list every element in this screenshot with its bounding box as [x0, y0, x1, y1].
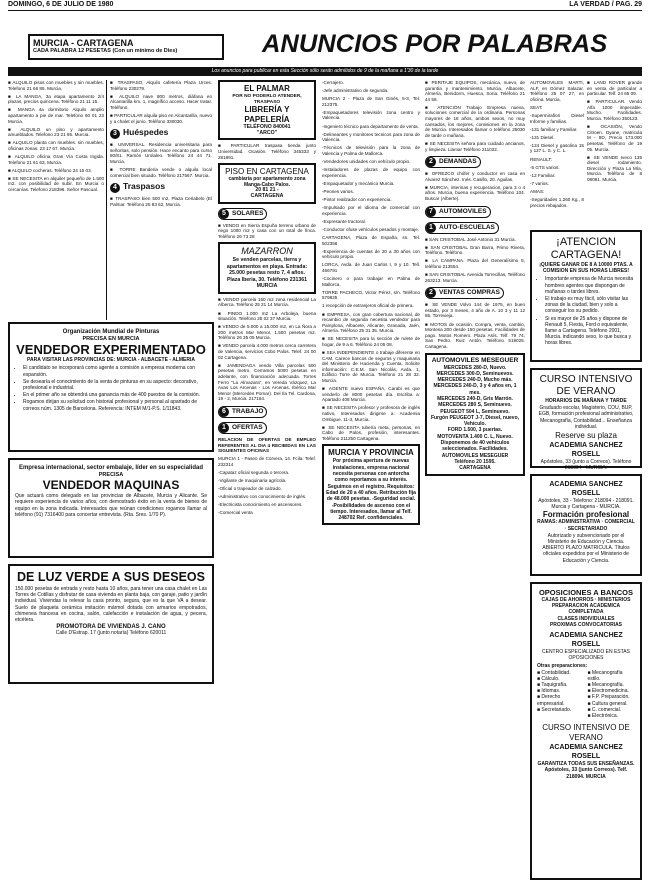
formacion-title: Formación profesional [542, 510, 630, 520]
palmar-name: "ARCO" [256, 129, 278, 136]
ofertas-intro: RELACION DE OFERTAS DE EMPLEO REFERENTES AL DIA 4 RECIBIDAS EN LAS SIGUIENTES OFICINAS [218, 436, 316, 454]
col2-list [110, 80, 212, 124]
col5-list-2 [425, 141, 525, 152]
ad-atencion-cartagena [530, 230, 642, 362]
opos-item: ■ Cálculo. [537, 675, 560, 682]
ad-formacion-profesional [530, 474, 642, 576]
column-3 [218, 80, 316, 700]
autoescuelas-list [425, 237, 525, 284]
opos-item: ■ F.P. Preparación. [587, 694, 630, 701]
curso-sub: HORARIOS DE MAÑANA Y TARDE [545, 398, 627, 404]
oferta-item: -Experiencia de cuentas de 20 a 30 años con vehículo propio. [322, 248, 420, 260]
section-demandas: 2 DEMANDAS [425, 155, 525, 168]
piso-title: PISO EN CARTAGENA [225, 167, 309, 177]
opos-item: ■ Mecanografía. [587, 682, 624, 689]
ad-pinturas-headline: VENDEDOR EXPERIMENTADO [16, 342, 206, 358]
classified-item: ■ SE VENDE Volvo 144 de 1975, en buen estado, por 3 meses, 4 año de A. 10 3 y 11 12 85. Torrevieja. [425, 302, 525, 319]
ad-meseguer [425, 353, 525, 476]
meseguer-line: MERCEDES 240-D, Gris Marrón. [437, 395, 513, 402]
col5-list-1 [425, 80, 525, 138]
opos-sub2: PREPARACION ACADEMICA COMPLETADA [551, 603, 621, 616]
oferta-item: -Vigilante de maquinaria agrícola. [218, 477, 287, 483]
meseguer-list [429, 365, 521, 472]
piso-city: CARTAGENA [250, 192, 284, 199]
meseguer-line: Teléfono 20 1595. [454, 458, 496, 465]
column-1 [8, 80, 104, 320]
classified-item: ■ ALQUILO planta con muebles. sin muebles, oficinas zonas. 23 17 67. Murcia. [8, 140, 104, 151]
classified-item: ■ SE NECESITA en alquiler pequeño de 1.500 m2. con posibilidad de subir. En Murcia o cercanías. Telefono 218396. Señor Pascual. [8, 175, 104, 192]
oferta-item: -Electricista conocimiento en ascensores. [218, 502, 303, 508]
classified-item: ■ ALQUILO un piso y apartamento amueblados. Telefono 23 21 95. Murcia. [8, 126, 104, 138]
section-solares: 5 SOLARES [218, 207, 316, 220]
classified-item: ■ VENDO en Sierra Espuña terreno urbano de riego 1000 m2 y casa con un total de finca. Teléfono 26 73 28 [218, 222, 316, 239]
meseguer-line: CARTAGENA [459, 465, 491, 472]
opos-lead: Otras preparaciones: [537, 663, 588, 670]
opos-item: ■ Idiomas. [537, 688, 561, 695]
classified-item: ■ EMPRESA, con gran cobertura nacional, de recambio de segunda necesita vendedor para Pamplona, Albacete, Alicante, Granada, Jaén, Almería. Teléfono 25 31 35. Murcia. [322, 311, 420, 334]
section-automoviles: 7 AUTOMOVILES [425, 205, 525, 218]
classified-item: ■ SEA INDEPENDIENTE o trabaje diferente en CAM. Carece bancos de seguros y maquinaria del Ministerio de Hacienda y Cuenta. Solicite información: C.E.M. San Nicolás, Avda. 1, Edificio Torre de Murcia. Teléfono 21 28 32. Murcia. [322, 350, 420, 384]
ad-maquinas-title: Empresa internacional, sector embalaje, líder en su especialidad [18, 465, 204, 471]
classified-item: ■ VENDO de 5.000 a 15.000 m2, en La Ñora a 200 metros Mar Menor. 1.500 pesetas m2. Teléfono 26 35 05 Murcia. [218, 324, 316, 341]
atencion-title: ¡ATENCION CARTAGENA! [550, 236, 622, 261]
meseguer-line: MERCEDES 300-D, Seminuevos. [436, 370, 514, 377]
classified-item: ■ ALQUILO oficina Gran Vía Costa Ingida. Telefono 21 61 63, Murcia. [8, 154, 104, 165]
classified-item: -124 Diesel y gasolina 15 y 127 L. S. y C. L. [530, 142, 584, 154]
classified-item: -Supermirafiori Diesel Informe y familias. [530, 112, 584, 124]
oferta-item: -Administrativo con conocimiento de inglés. [218, 494, 307, 500]
classified-item: ■ UNIVERSAL. Residencia universitaria para señoritas, solo pensión. Hace encanto para curso 80/81. Ramón Urolaleo. Teléfono 24 44 71. Murcia. [110, 142, 212, 164]
meseguer-title: AUTOMOVILES MESEGUER [431, 356, 519, 364]
formacion-ramas: RAMAS: ADMINISTRATIVA · COMERCIAL · SECRETARIADO [537, 519, 635, 532]
classified-item: ■ LA MANGA, 3a etapa apartamento 2/4 plazas, precios quincena. Teléfono 21 11 15. [8, 93, 104, 105]
opos-right-list [588, 670, 636, 720]
oferta-item: -Empaquetadores televisión zona centro y Valencia. [322, 109, 420, 121]
curso-academy: ACADEMIA SANCHEZ ROSELL [549, 442, 623, 459]
ad-maquinas [8, 458, 214, 558]
ad-oposiciones [530, 582, 642, 880]
ad-curso-intensivo [530, 368, 642, 472]
classified-item: ■ PARTICULAR. Vendo Alfa 1000 impecable. Mucho. Facilidades. Murcia. Teléfono 350123. [587, 99, 642, 122]
classified-item: ■ SE NECESITA para la sección de rulete de hogar, de 9 a 6. Teléfono 24 05 08. [322, 336, 420, 347]
meseguer-line: MERCEDES 240-D, Mucho más. [437, 377, 513, 384]
oferta-item: -Pintor realizador con experiencia. [322, 197, 392, 202]
classified-item: ■ SE VENDE Iveco 135 diesel rodamiento. Dirección y Plaza La Mía, Murcia. Teléfono de 8 08081. Murcia. [587, 154, 642, 182]
ad-maquinas-sub: PRECISA [98, 472, 124, 478]
classified-item: -131 familiar y Familiar. [530, 126, 578, 132]
opos-item: ■ Electromedicina. [587, 688, 629, 695]
classified-item: ■ TORRE Banderia vende o alquila local comercial bien situado. Teléfono 217567. Murcia. [110, 167, 212, 178]
col3-list-1 [218, 143, 316, 160]
solares-list [218, 223, 316, 240]
col4-list-2 [322, 312, 420, 442]
subsection-ventas: 2 VENTAS COMPRAS [425, 286, 525, 299]
classified-item: ■ SE NECESITA profesor y profesora de inglés nativo, Interesados dirigirse a: Academia Ombigue. 11-3, Murcia. [322, 405, 420, 422]
ad-el-palmar [218, 80, 316, 140]
oferta-item: -Peones varios. [322, 188, 354, 194]
classified-item: ■ PINDO 1.000 m2 La Arboleja, buena situación. Telefono 25 02 37 Murcia. [218, 310, 316, 322]
meseguer-line: MERCEDES 240-D, 3 y 4 años en, 1 mes. [433, 383, 517, 396]
classified-item: ■ ALQUILO pisos con muebles y sin muebles. Telefono 21 66 85. Murcia. [8, 80, 104, 91]
oferta-item: -Conductor ofuse vehículos pesados y montaje. [322, 226, 420, 232]
classified-item: SEAT: [530, 104, 543, 110]
col4-list-1 [322, 80, 420, 309]
ad-list-item: • El trabajo es muy fácil, sólo visitar las zonas de la ciudad, bien y solo a conseguir los su pedido. [545, 296, 635, 315]
masthead-rate: CADA PALABRA 12 PESETAS (Con un mínimo de Dies) [33, 48, 178, 54]
col6-split [530, 80, 642, 211]
opos-title: OPOSICIONES A BANCOS [538, 588, 634, 597]
curso-reserve: Reserve su plaza [555, 431, 617, 441]
column-4 [322, 80, 420, 860]
col1-list [8, 80, 104, 193]
ad-deluz-footer: PROMOTORA DE VIVIENDAS J. CANO [56, 624, 166, 631]
oferta-item: -Ingeniero técnico para departamento de venta. [322, 123, 419, 129]
opos-left-list [537, 670, 585, 720]
oferta-item: -Jefe administrativo de segunda. [322, 88, 389, 94]
oferta-item: -Delineantes y monitores tecnicos para zona de Valencia. [322, 131, 420, 143]
traspasos-list [110, 196, 212, 207]
classified-item: ■ LAND ROVER grande en venta de particular a particular. Telf. 24 65 09. [587, 80, 642, 97]
classified-item: ■ PARTICULAR alquila piso en Alcantarilla, nuevo y a chalet el junio. Teléfono 330030. [110, 112, 212, 124]
header-paper: LA VERDAD / PAG. 29 [569, 1, 642, 8]
opos-lists [537, 670, 635, 720]
opos-sub4: PROXIMAS CONVOCATORIAS [549, 621, 623, 628]
formacion-academy: ACADEMIA SANCHEZ ROSELL [549, 481, 623, 497]
meseguer-line: PEUGEOT 504 L, Seminuevo. [440, 408, 510, 415]
opos-academy-2: ACADEMIA SANCHEZ ROSELL [549, 744, 623, 761]
meseguer-line: AUTOMOVILES MESEGUER [441, 452, 509, 459]
oferta-item: LORCA, Avda. de Juan Carlos I, 9 y 10. Tell. 466791 [322, 262, 420, 273]
col6-list-2 [587, 80, 642, 211]
piso-phone: 20 81 21 - [255, 187, 279, 194]
ad-list-item: • Se desearía el conocimiento de la venta de pinturas en su aspecto: decorativo, profesional e industrial. [23, 379, 207, 391]
ad-list-item: • Si es mayor de 25 años y dispone de Renault 5, Fiesta, Ford o equivalente, llame a Cartagena. Teléfono 2001, Murcia. indicando sexo, lo que busca y horas libres. [545, 316, 635, 347]
column-2 [110, 80, 212, 340]
classified-item: ■ PARTICULAR traspasa tienda junto Universidad. Ocasión. Teléfono 345333 y 281891. [218, 143, 316, 160]
classified-item: RENAULT: [530, 156, 552, 162]
ad-de-luz-verde [8, 564, 214, 684]
oferta-item: -Impulsado por el idioma de comercial con experiencia. [322, 205, 420, 216]
meseguer-line: FORD 1.500, 3 puertas. [447, 427, 503, 434]
opos-item: ■ C. comercial. [587, 706, 622, 713]
oferta-item: TORRE PACHECO, Victor Pérez, s/n. Teléfono 579825 [322, 289, 420, 301]
opos-sub3: CLASES INDIVIDUALES [557, 615, 615, 622]
classified-item: -131 Diesel. [530, 134, 555, 140]
opos-item: ■ Mecanografía estilo. [587, 669, 623, 682]
meseguer-line: Furgón PEUGEOT J-7, Diesel, nuevo, Vehículo. [430, 414, 520, 428]
oferta-item: CARTAGENA, Plaza de España, sn. Tel. 502358 [322, 234, 420, 246]
formacion-address: Apóstoles, 33 - Telefono: 218094 - 218091. Murcia y Cartagena - MURCIA. [538, 498, 634, 511]
opos-item: ■ Secretariado. [537, 706, 572, 713]
column-divider [106, 80, 107, 320]
classified-item: ■ VENDO parcela 4.000 metros cerca carretera de Valencia, servicios Cobo Palos. Telef. 24 00 02 Cartagena. [218, 343, 316, 360]
classified-item: ■ PERITAJE EQUIPOS, mecánica, nuevo, de garantía y mantenimiento, Murcia, Albacete, Almería, Benidorm, Huesca, Soria. Teléfono 21 44 58. [425, 80, 525, 102]
header-rule [8, 10, 642, 11]
huespedes-list [110, 142, 212, 178]
ad-list-item: • Importante empresa de Murcia necesita hombres agentes que dispongan de mañanas o tardes libres. [545, 276, 635, 295]
ad-list-item: • El candidato se incorporará como agente a comisión a empresa moderna con expansión. [23, 365, 207, 377]
opos-curso: CURSO INTENSIVO DE VERANO [542, 723, 630, 743]
ad-maquinas-headline: VENDEDOR MAQUINAS [42, 478, 180, 493]
oferta-item: -Vendedores unidades con vehículo propio. [322, 159, 411, 165]
oferta-item: -Comercial venta [218, 510, 253, 516]
column-5 [425, 80, 525, 860]
page-header [8, 0, 642, 10]
curso-title: CURSO INTENSIVO DE VERANO [539, 374, 633, 397]
opos-item: ■ Taquigrafía. [537, 682, 568, 689]
section-title: ANUNCIOS POR PALABRAS [262, 30, 608, 58]
classified-item: AUTOMOVILES MARTI, ALF, en Gómez Salazar. Teléfono 25 07 27, en oficina. Murcia. [530, 80, 584, 102]
palmar-title: EL PALMAR [244, 84, 290, 93]
meseguer-line: Disponemos de 40 vehículos seleccionados. Facilidades. [440, 440, 510, 453]
classified-item: -7 varios. [530, 180, 549, 186]
ad-pinturas-title: Organización Mundial de Pinturas [62, 329, 160, 335]
opos-footer: GARANTIZA TODAS SUS ENSEÑANZAS. Apóstoles, 33 (junto Correos). Telf. 218094. MURCIA [537, 761, 635, 780]
col6-list-1 [530, 80, 584, 211]
piso-body: cambiaría por apartamento zona Manga-Cabo Palos. [228, 176, 306, 188]
oferta-item: -Expresante tractoral. [322, 218, 366, 224]
ad-pinturas-list [15, 365, 207, 411]
column-6 [530, 80, 642, 210]
oferta-item: -Cocinero o para trabajar en Palma de Mallorca. [322, 276, 420, 287]
oferta-item: -Capataz oficial segunda o tercera. [218, 469, 290, 475]
classified-item: -Seguridades 1.260 Kg., 8 precios rebajados. [530, 197, 584, 208]
ad-piso-cartagena [218, 163, 316, 203]
palmar-phone: TELÉFONO 840041 [243, 124, 291, 131]
subsection-autoescuelas: 1 AUTO-ESCUELAS [425, 221, 525, 234]
meseguer-line: MERCEDES 280-D, Nuevo. [443, 364, 507, 371]
classified-item: ■ SAN CRISTOBAL Gran Barra, Primo Rivera, Teléfono. Teléfono. [425, 244, 525, 256]
classified-item: ■ ALQUILO cocheras. Teléfono 24 15 03. [8, 167, 92, 173]
ad-deluz-title: DE LUZ VERDE A SUS DESEOS [17, 570, 205, 584]
formacion-body: Autorizado y subvencionado por el Ministerio de Educación y Ciencia. ABIERTO PLAZO MATRICULA. Títulos oficiales expedidos por el Ministerio de Educación y Ciencia. [542, 532, 630, 564]
classified-item: ■ MANGA 4a dormitorio Alquilo amplio apartamento a pie de mar. Telefono 60 01 23 Murcia. [8, 107, 104, 124]
col3-list-2 [218, 297, 316, 402]
opos-centro: CENTRO ESPECIALIZADO EN ESTAS OPOSICIONES [542, 649, 630, 662]
ad-list-item: • En el primer año se obtendrá una ganancia más de 400 puestos de la comisión. [23, 392, 207, 398]
palmar-line1: POR NO PODERLO ATENDER, TRASPASO [232, 94, 302, 105]
ad-maquinas-body: Que actuará como delegado en las provincias de Albacete, Murcia y Alicante. Se requiere experiencia de varios años, con demostrado éxito en la venta de bienes de equipo en la zona indicada. Interesados que reúnan condiciones rogamos llamar al teléfono (91) 7316400 para concertar entrevista. (Rta. Sres. 1/70 P). [15, 493, 207, 518]
oferta-item: -Técnicos de televisión para la zona de Valencia y Palma de Mallorca. [322, 145, 420, 156]
atencion-list [537, 276, 635, 346]
oferta-item: MURCIA 1 - Paseo de Corvera, 14. Fcila: Telef. 232314 [218, 456, 316, 467]
section-huespedes: 3 Huéspedes [110, 127, 212, 139]
ad-mazarron [218, 242, 316, 294]
ad-pinturas-sub: PRECISA EN MURCIA [82, 336, 140, 342]
opos-item: ■ Electrónica. [587, 713, 619, 720]
masthead-region: MURCIA - CARTAGENA [33, 38, 134, 48]
masthead-box [28, 34, 224, 60]
opos-sub1: CAJAS DE AHORROS · MINISTERIOS [541, 597, 631, 603]
murcia-ad-title: MURCIA Y PROVINCIA [328, 448, 414, 458]
header-date: DOMINGO, 6 DE JULIO DE 1980 [8, 1, 114, 8]
oferta-item: -Instaladores de plazas de equipo con experiencia. [322, 167, 420, 178]
classified-item: ■ LA CAMPANA. Plaza del Generalísimo 5, teléfono 213554. [425, 258, 525, 269]
curso-body: Graduado escolar, Magisterio, COU, BUP, EGB, formación profesional administrativo, Mecanografía, Contabilidad... Enseñanza individual. [538, 405, 634, 430]
classified-item: ■ TRASPASO, Alquilo cafetería Plaza Urces. Teléfono 230279. [110, 80, 212, 91]
classified-item: ■ SAN CRISTOBAL Avenida Torrecillas, Teléfono 263213. Murcia. [425, 272, 525, 283]
meseguer-line: MOTOVENTA 1.400 C. L, Nuevo. [437, 433, 513, 440]
ad-pinturas [8, 322, 214, 452]
classified-item: ■ AGENTE nuevo ESPAÑA, Carabi es que venderlo de 8000 pesetas día. Escriba a: Apartado 408 Murcia. [322, 386, 420, 403]
section-trabajo: 6 TRABAJO [218, 405, 316, 418]
opos-academy: ACADEMIA SANCHEZ ROSELL [549, 632, 623, 649]
classified-item: ■ OCASIÓN, Vendo Citroen. Dyane, matricula M - 8D, Precio 173.000 pesetas. Teléfono de 19 05. Murcia. [587, 124, 642, 152]
ventas-list [425, 302, 525, 349]
opos-item: ■ Derecho empresarial. [537, 694, 565, 707]
mazarron-body: Se venden parcelas, tierra y apartamentos en playa. Entrada: 25.000 pesetas resto 7, 4 años. Plaza Iberia, 30. Teléfono 231361 MURCIA [226, 257, 308, 290]
atencion-sub: ¡QUIERE GANAR DE 8 A 10000 PTAS. A COMISION EN SUS HORAS LIBRES! [539, 262, 633, 275]
classified-item: ■ JAMENDAGA vendo Villa parcelas 500 pesetas metro. Cerramos 5000 pesetas en adelante, con financiación adecuada. Torres Ferro "La Almazara", en Vereda Vázquez, La Avas Los Arcenas - Los Arcenas. Ibérico Mar Menor (Mercedes Pomar). Del Ila Tel. Cardona, 19 - 2, Murcia. 217164. [218, 362, 316, 402]
oferta-item: -Oficial o trapeador de calzado. [218, 486, 282, 492]
classified-item: ■ ATENCIÓN Trabajo Empresa nueva, soluciones comercial de la ordinaria. Personas mayores de 18 años, ambos sexos, no muy cansados, los mejores, comisiones en la zona de Murcia. Interesados llamar o teléfono 25030 de tarde o mañana. [425, 104, 525, 138]
ad-list-item: • Rogamos dirijan su solicitud con historial profesional y personal al apartado de correos núm. 1305 de Barcelona. Referencia: INTEM M/1-P.S. 1/11843. [23, 399, 207, 411]
classified-item: ■ TRASPASO bien 500 m2, Plaza Ceriabelo (El Palmar. Teléfono 25 83 62, Murcia. [110, 196, 212, 207]
mazarron-title: MAZARRON [241, 246, 293, 257]
meseguer-line: MERCEDES 280 S, Seminuevo. [438, 402, 512, 409]
section-number: 3 [110, 129, 120, 139]
oferta-item: -Cerrajero. [322, 80, 344, 85]
classified-item: -5 GTS varios. [530, 164, 560, 170]
classified-item: -12 Familiar. [530, 172, 556, 178]
ad-pinturas-provinces: PARA VISITAR LAS PROVINCIAS DE: MURCIA - ALBACETE - ALMERIA [27, 357, 195, 364]
oferta-item: -Empaquetador y mecánico Murcia. [322, 180, 395, 186]
opos-item: ■ Contabilidad. [537, 669, 571, 676]
palmar-line2: LIBRERÍA Y PAPELERÍA [244, 105, 290, 125]
ad-deluz-address: Calle D'Estrap. 17 (junto notaría) Teléfono 620011 [55, 630, 167, 637]
submission-banner: Los anuncios para publicar en esta Sección sólo serán admitidos de 9 de la mañana a 1'30 de la tarde [8, 67, 642, 76]
classified-item: ■ VENDO parcela 150 m2 zona residencial La Alberca. Teléfono 25 21 14 Murcia. [218, 296, 316, 308]
opos-item: ■ Cultura general. [587, 700, 628, 707]
oferta-item: 1 recepción de extranjeros oficial de primera. [322, 303, 414, 309]
classified-item: ■ ALQUILO nave 800 metros, diáfana en Alcantarilla km. 1, magnífico acceso. Hacer tratar. Teléfono. [110, 93, 212, 110]
ad-deluz-body: 150.000 pesetas de entrada y resto hasta 10 años, para tener una casa chalet en Las Torres de Cotillas y disfrutar de casa vivienda en planta baja, con garaje, patio y jardín individual. Viviendas la relevar la casa pronto, segura, que es la que VA a desear. Suelo de plaqueta cerámica imitación mármol dotada con armarios empotrados, chimenea francesa en cocina, salón, calefacción e instalación de agua, y pecera, etcétera. [15, 586, 207, 624]
section-traspasos: 4 Traspasos [110, 181, 212, 193]
classified-item: ■ OFREZCO chófer y conductor en casa en Alvarez Sánchez. Inés. Casillo, 20. Aguilas. [425, 171, 525, 182]
classified-item: ■ SE NECESITA tubería meta, personas, en Cabo de Palos, profesión, interesantes. Teléfono 211250 Cartagena. [322, 424, 420, 441]
subsection-ofertas: 1 OFERTAS [218, 421, 316, 434]
classified-item: ■ MOTOS de ocasión. Compra, venta, cambio, Montesa 200 desde 150 pesetas. Facilidades de pago. Motos Romero. Plaza Asís. Telf. 79 74. San Pedro. Ruiz Antón. Teléfono 519025. Cartagena. [425, 321, 525, 349]
classified-item: ■ SAN CRISTOBAL José Antonio 31 Murcia. [425, 236, 516, 242]
ad-murcia-provincia [322, 444, 420, 525]
classified-item: ■ SE NECESITA señora para cuidado ancianos, y limpieza. Llamar Teléfono 211022. [425, 140, 525, 152]
classified-item: AMAS: [530, 188, 545, 194]
oferta-item: MURCIA 2 - Plaza de San Ginés, 5-3, Tel. 212375. [322, 96, 420, 107]
murcia-ad-body: Por próxima apertura de nuevas instalaciones, empresa nacional necesita personas con antorcha como reportamos a su interés. Seguimos en el registro. Requisitos: Edad de 20 a 40 años. Retribución fija de 48.000 pesetas. -Seguridad social. -Posibilidades de ascenso con el tiempo. Interesados, llamar al Telf. 248702 Ref. confidenciales. [326, 458, 416, 522]
section-number: 4 [110, 183, 120, 193]
demandas-list [425, 171, 525, 201]
curso-address: Apóstoles, 33 (junto a Correos). Teléfono 218094 - MURCIA. [540, 459, 632, 472]
ofertas-list [218, 456, 316, 516]
classified-item: ■ MURCIA, interinas y recuperacion, para 3 o 4 años. Murcia, buena experiencia. Teléfono 104. Buscar (Alberte). [425, 184, 525, 201]
